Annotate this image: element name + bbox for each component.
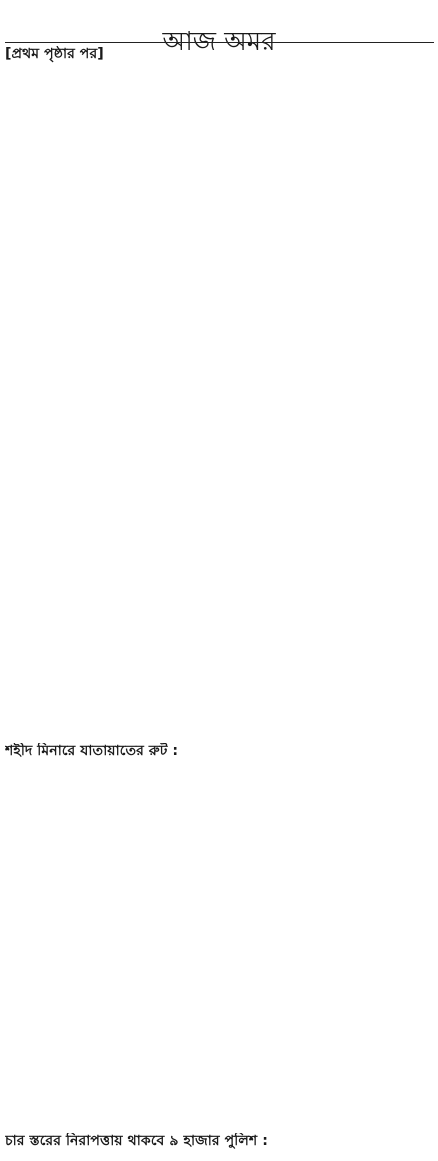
headline-divider: [5, 42, 434, 43]
article-section-continuation: [5, 46, 433, 736]
previous-article-continuation: [5, 0, 433, 8]
article-section-route: [5, 743, 433, 1131]
section-subheading-security: চার স্তরের নিরাপত্তায় থাকবে ৯ হাজার পুলিশ :: [5, 1133, 268, 1149]
section-subheading-route: শহীদ মিনারে যাতায়াতের রুট :: [5, 743, 179, 759]
continuation-marker: [প্রথম পৃষ্ঠার পর]: [5, 46, 104, 62]
article-section-security: [5, 1133, 433, 1161]
article-headline: আজ অমর: [162, 27, 276, 58]
